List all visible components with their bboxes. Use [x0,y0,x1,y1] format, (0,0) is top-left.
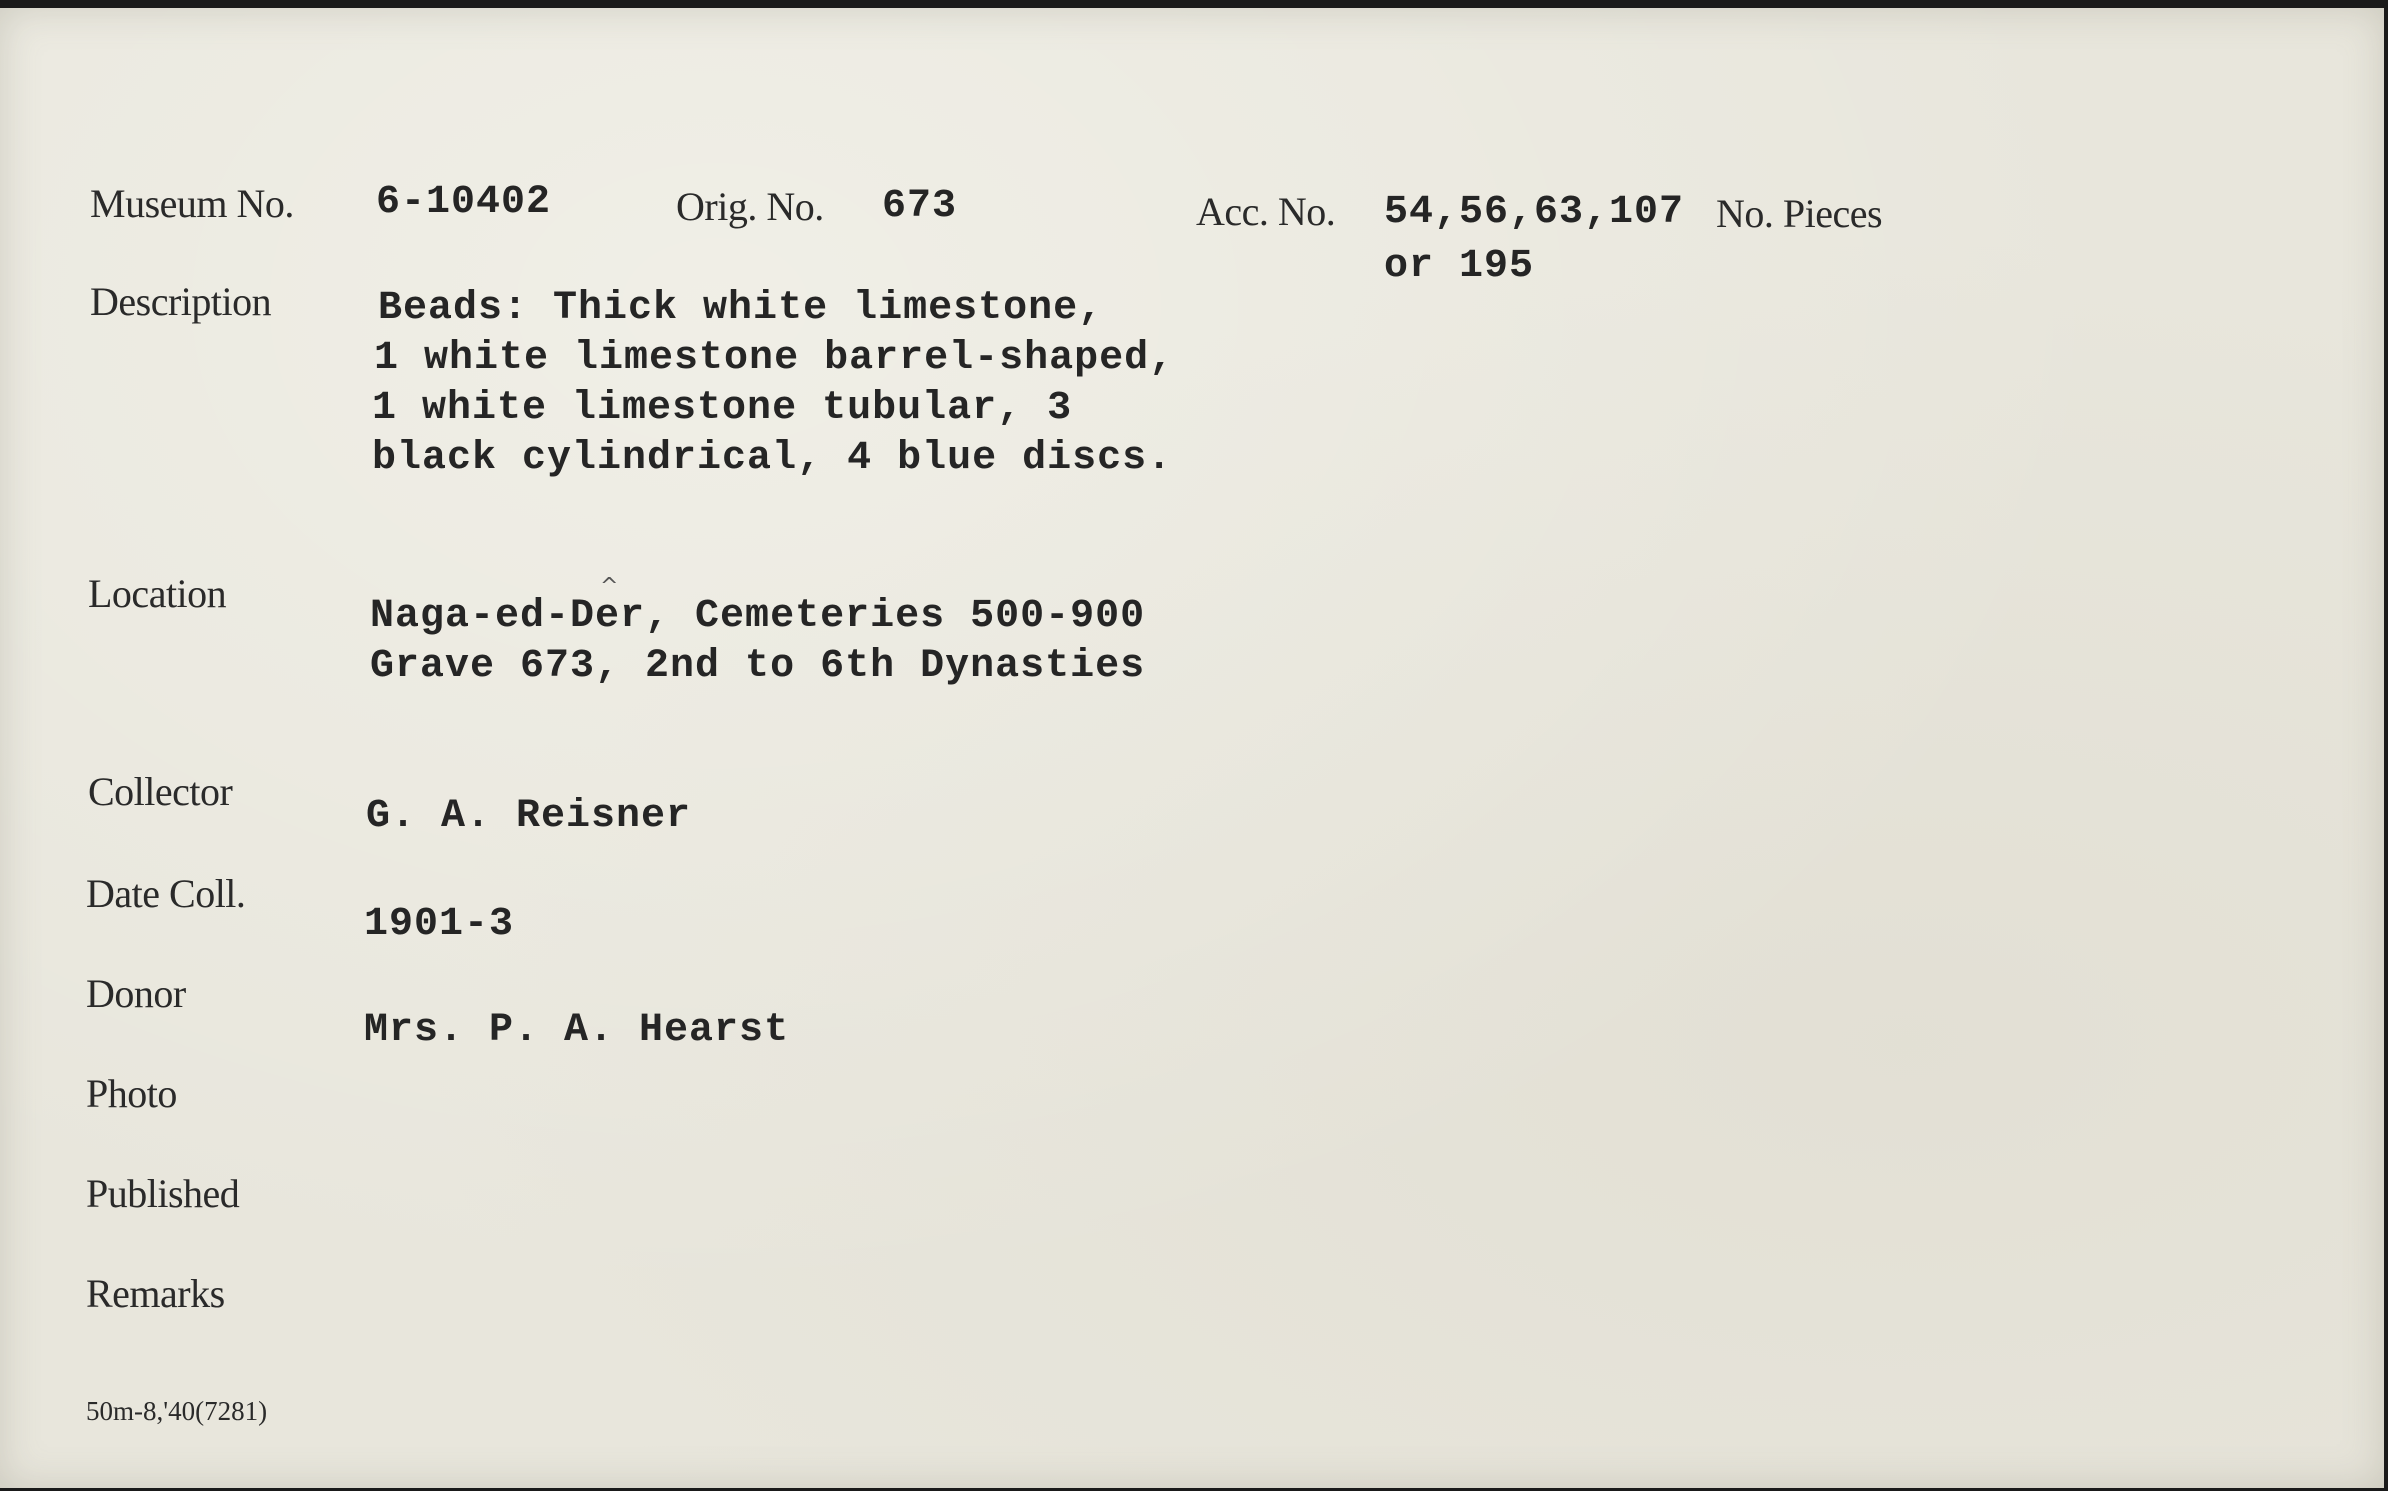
date-coll-label: Date Coll. [86,871,246,916]
location-line-2: Grave 673, 2nd to 6th Dynasties [370,644,1146,689]
acc-no-value: 54,56,63,107 [1384,190,1685,235]
collector-value: G. A. Reisner [366,794,692,839]
orig-no-value: 673 [882,184,958,229]
no-pieces-value: or 195 [1384,244,1535,289]
description-line-1: Beads: Thick white limestone, [378,286,1104,331]
donor-label: Donor [86,971,186,1016]
description-label: Description [90,279,272,324]
collector-label: Collector [88,769,233,814]
published-label: Published [86,1171,240,1216]
print-code-footer: 50m-8,'40(7281) [86,1396,268,1426]
museum-no-label: Museum No. [90,181,294,226]
museum-no-value: 6-10402 [376,180,552,225]
photo-label: Photo [86,1071,177,1116]
orig-no-label: Orig. No. [676,184,824,229]
description-line-4: black cylindrical, 4 blue discs. [372,436,1173,481]
insertion-caret-mark: ^ [600,574,619,599]
location-label: Location [88,571,227,616]
no-pieces-label: No. Pieces [1716,191,1883,236]
catalog-card [0,8,2384,1488]
acc-no-label: Acc. No. [1196,189,1336,234]
location-line-1: Naga-ed-Der, Cemeteries 500-900 [370,594,1146,639]
description-line-3: 1 white limestone tubular, 3 [372,386,1073,431]
donor-value: Mrs. P. A. Hearst [364,1008,790,1053]
date-coll-value: 1901-3 [364,902,515,947]
remarks-label: Remarks [86,1271,225,1316]
description-line-2: 1 white limestone barrel-shaped, [374,336,1175,381]
